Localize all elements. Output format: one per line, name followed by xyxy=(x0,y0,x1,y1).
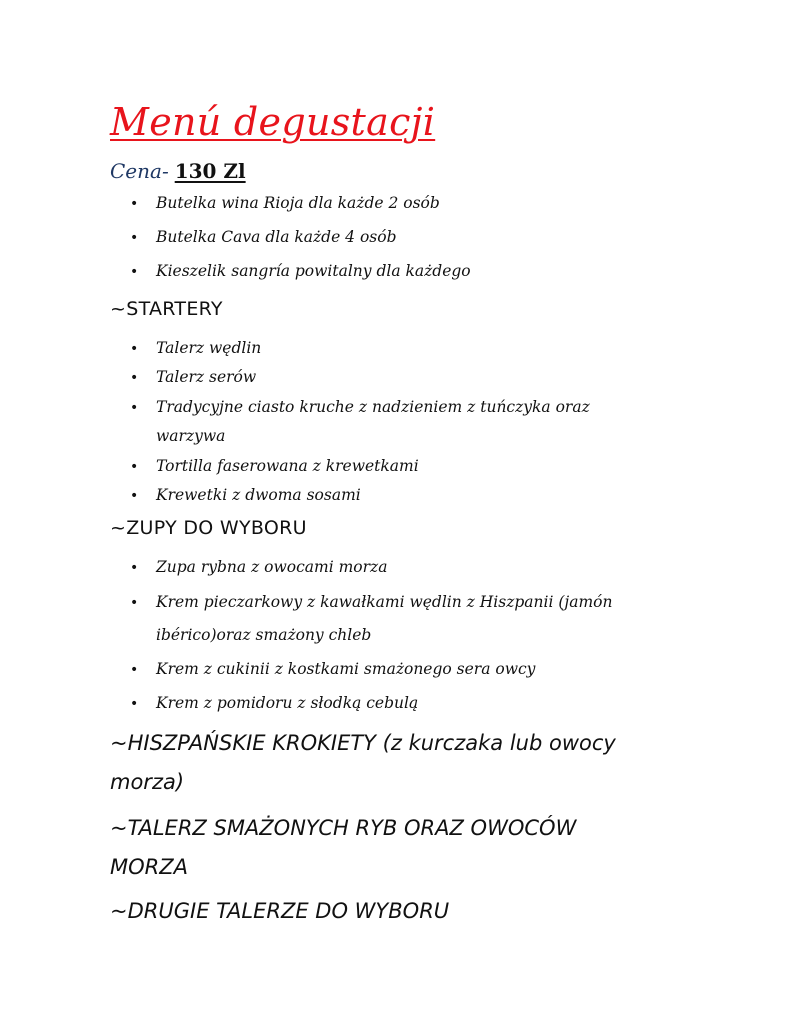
list-item-text: )oraz smażony chleb xyxy=(210,626,372,644)
menu-title: Menú degustacji xyxy=(110,100,436,144)
bullet-icon: • xyxy=(130,560,139,576)
list-item-text: Butelka wina Rioja dla każde 2 osób xyxy=(156,194,440,212)
list-item-text-italic: jamón xyxy=(564,593,613,611)
bullet-icon: • xyxy=(130,488,139,504)
list-item xyxy=(130,591,612,614)
list-item xyxy=(130,455,419,478)
list-item-text: Talerz serów xyxy=(156,368,257,386)
list-item-text-italic: Tortilla xyxy=(156,457,213,475)
section-heading-krokiety-cont: morza) xyxy=(110,770,185,794)
bullet-icon: • xyxy=(130,264,139,280)
list-item-text: Kieszelik sangría powitalny dla każdego xyxy=(156,262,471,280)
list-item xyxy=(130,556,387,579)
list-item xyxy=(130,366,256,389)
section-heading-startery: ~STARTERY xyxy=(110,298,223,320)
section-heading-talerz-cont: MORZA xyxy=(110,855,188,879)
bullet-icon: • xyxy=(130,341,139,357)
list-item-text: Krem z pomidoru z słodką cebulą xyxy=(156,694,419,712)
list-item xyxy=(130,396,590,419)
bullet-icon: • xyxy=(130,595,139,611)
bullet-icon: • xyxy=(130,662,139,678)
list-item-continuation xyxy=(156,624,371,646)
section-heading-krokiety: ~HISZPAŃSKIE KROKIETY (z kurczaka lub owocy xyxy=(110,731,616,755)
list-item-text: Butelka Cava dla każde 4 osób xyxy=(156,228,397,246)
list-item-text: Zupa rybna z owocami morza xyxy=(156,558,388,576)
bullet-icon: • xyxy=(130,696,139,712)
price-label: Cena- xyxy=(110,159,169,183)
list-item-text: Talerz wędlin xyxy=(156,339,262,357)
price-line xyxy=(110,156,246,186)
bullet-icon: • xyxy=(130,230,139,246)
list-item xyxy=(130,692,418,715)
list-item-text: Krem z cukinii z kostkami smażonego sera owcy xyxy=(156,660,536,678)
bullet-icon: • xyxy=(130,196,139,212)
section-heading-zupy: ~ZUPY DO WYBORU xyxy=(110,517,307,539)
list-item xyxy=(130,192,440,215)
list-item-text-italic: ibérico xyxy=(156,626,211,644)
list-item xyxy=(130,337,261,360)
list-item xyxy=(130,658,535,681)
list-item xyxy=(130,260,471,283)
list-item-continuation: warzywa xyxy=(156,427,226,445)
list-item-text: Krewetki z dwoma sosami xyxy=(156,486,361,504)
bullet-icon: • xyxy=(130,370,139,386)
bullet-icon: • xyxy=(130,459,139,475)
section-heading-drugie: ~DRUGIE TALERZE DO WYBORU xyxy=(110,899,450,923)
list-item xyxy=(130,484,361,507)
list-item-text: Krem pieczarkowy z kawałkami wędlin z Hiszpanii ( xyxy=(156,593,565,611)
section-heading-talerz: ~TALERZ SMAŻONYCH RYB ORAZ OWOCÓW xyxy=(110,816,577,840)
list-item xyxy=(130,226,397,249)
list-item-text: faserowana z krewetkami xyxy=(212,457,419,475)
bullet-icon: • xyxy=(130,400,139,416)
list-item-text: Tradycyjne ciasto kruche z nadzieniem z tuńczyka oraz xyxy=(156,398,590,416)
price-value: 130 Zl xyxy=(174,159,246,183)
